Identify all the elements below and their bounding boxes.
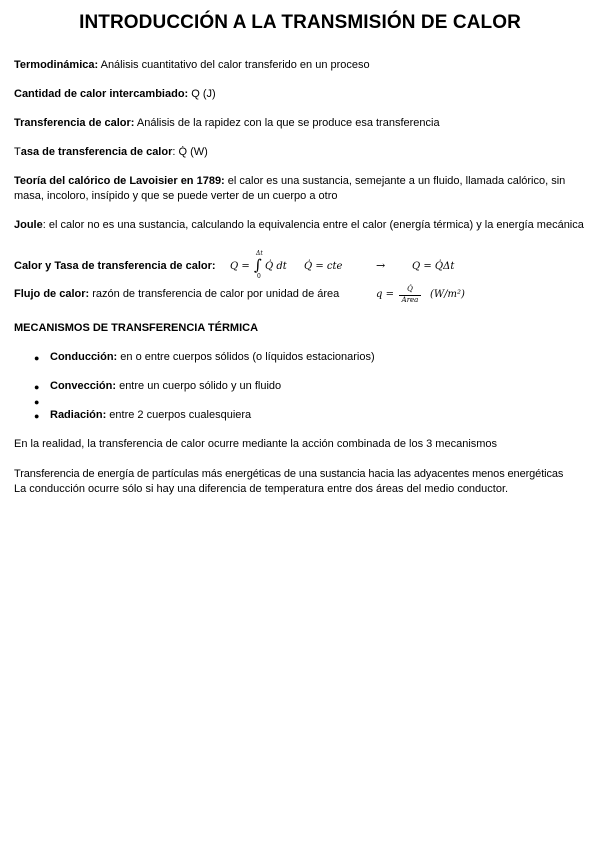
conduccion-definition-line1: Transferencia de energía de partículas más energéticas de una sustancia hacia las adyacentes menos energéticas [14, 468, 564, 480]
tasa-prefix: T [14, 146, 21, 158]
list-item-conduccion [50, 350, 375, 365]
transferencia-calor-text: Análisis de la rapidez con la que se produce esa transferencia [134, 117, 440, 129]
cantidad-calor-text: Q (J) [188, 88, 216, 100]
integral-lhs: Q = [230, 261, 250, 272]
joule-paragraph [14, 218, 586, 233]
conveccion-text: entre un cuerpo sólido y un fluido [116, 380, 282, 392]
flujo-calor-text: razón de transferencia de calor por unidad de área [89, 288, 340, 300]
qdot-constant: Q̇ = cte [304, 261, 343, 272]
conduccion-definition-line2: La conducción ocurre sólo si hay una diferencia de temperatura entre dos áreas del medio conductor. [14, 483, 509, 495]
bullet-icon: ● [34, 411, 40, 421]
mecanismos-heading [14, 321, 258, 336]
list-item-radiacion [50, 408, 251, 423]
integral-upper-limit: Δt [256, 250, 263, 257]
mecanismos-heading-text: MECANISMOS DE TRANSFERENCIA TÉRMICA [14, 322, 259, 334]
heat-result-formula: Q = Q̇Δt [412, 261, 455, 272]
transferencia-calor-definition [14, 116, 440, 131]
termodinamica-label: Termodinámica: [14, 59, 99, 71]
flujo-calor-definition [14, 287, 339, 302]
calor-tasa-label: Calor y Tasa de transferencia de calor: [14, 260, 216, 272]
list-item-conveccion [50, 379, 281, 394]
bullet-icon: ● [34, 397, 40, 407]
radiacion-label: Radiación: [50, 409, 107, 421]
calor-tasa-line [14, 259, 216, 274]
bullet-icon: ● [34, 382, 40, 392]
termodinamica-text: Análisis cuantitativo del calor transferido en un proceso [98, 59, 370, 71]
tasa-transferencia-text: : Q̇ (W) [172, 146, 208, 158]
flux-lhs: q = [376, 289, 394, 300]
termodinamica-definition [14, 58, 370, 73]
flux-numerator: Q̇ [407, 285, 413, 293]
implies-arrow: → [376, 259, 386, 272]
cantidad-calor-definition [14, 87, 216, 102]
joule-text: : el calor no es una sustancia, calculando la equivalencia entre el calor (energía térmica) y la energía mecánica [42, 219, 584, 231]
integral-body: Q̇ dt [265, 261, 287, 272]
combinada-paragraph: En la realidad, la transferencia de calor ocurre mediante la acción combinada de los 3 mecanismos [14, 438, 498, 450]
flux-denominator: Área [401, 296, 419, 304]
flux-units: (W/m²) [430, 289, 465, 300]
page-title: INTRODUCCIÓN A LA TRANSMISIÓN DE CALOR [79, 12, 521, 33]
transferencia-calor-label: Transferencia de calor: [14, 117, 135, 129]
flujo-calor-label: Flujo de calor: [14, 288, 90, 300]
integral-lower-limit: 0 [257, 273, 261, 280]
teoria-calorico-paragraph [14, 174, 586, 204]
integral-sign: ∫ [254, 256, 262, 274]
joule-label: Joule [14, 219, 43, 231]
conveccion-label: Convección: [50, 380, 117, 392]
conduccion-text: en o entre cuerpos sólidos (o líquidos estacionarios) [117, 351, 375, 363]
tasa-transferencia-label: asa de transferencia de calor [20, 146, 173, 158]
teoria-calorico-text: el calor es una sustancia, semejante a un fluido, llamada calórico, sin masa, incoloro, insípido y que se puede verter de un cuerpo a otro [14, 175, 566, 202]
conduccion-label: Conducción: [50, 351, 118, 363]
tasa-transferencia-definition [14, 145, 208, 160]
cantidad-calor-label: Cantidad de calor intercambiado: [14, 88, 189, 100]
radiacion-text: entre 2 cuerpos cualesquiera [106, 409, 252, 421]
teoria-calorico-label: Teoría del calórico de Lavoisier en 1789: [14, 175, 225, 187]
bullet-icon: ● [34, 353, 40, 363]
